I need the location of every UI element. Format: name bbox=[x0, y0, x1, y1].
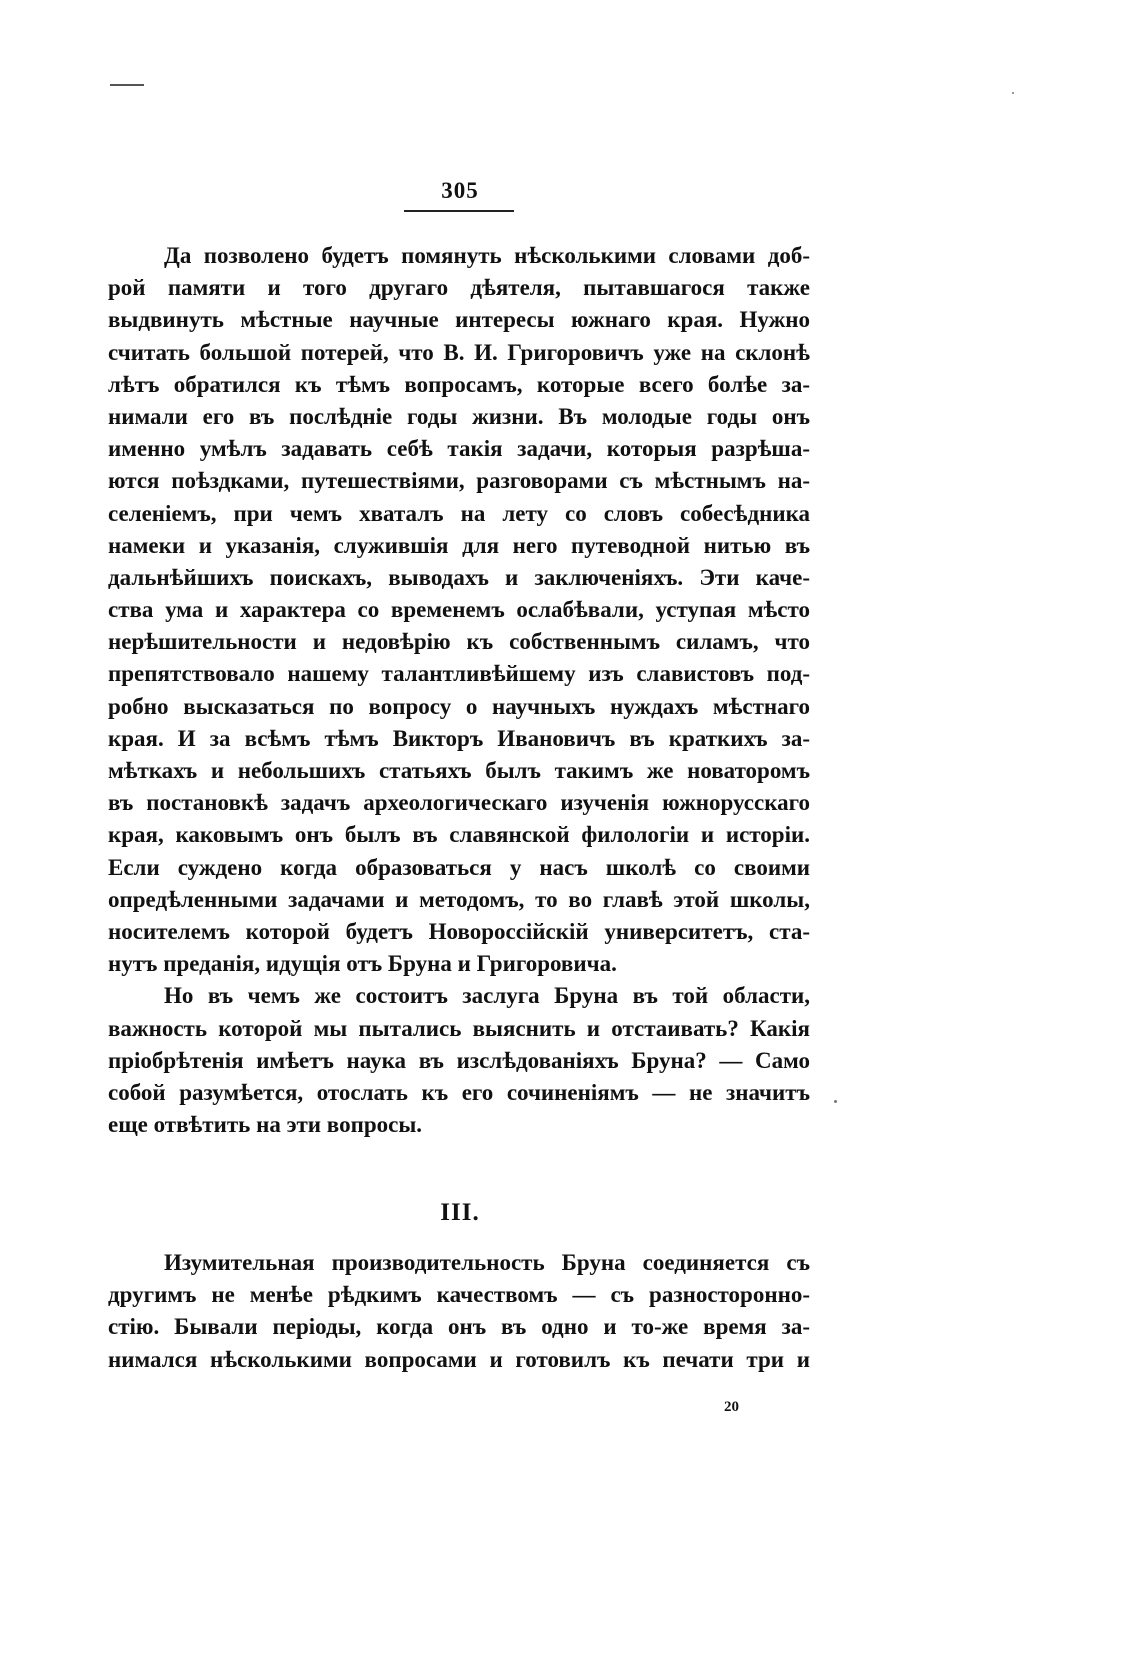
text-line: Но въ чемъ же состоитъ заслуга Бруна въ той области, bbox=[164, 983, 810, 1009]
text-line: нимали его въ послѣдніе годы жизни. Въ молодые годы онъ bbox=[108, 403, 810, 429]
text-line: Изумительная производительность Бруна соединяется съ bbox=[164, 1250, 810, 1275]
text-line: важность которой мы пытались выяснить и отстаивать? Какія bbox=[108, 1015, 810, 1041]
text-line: препятствовало нашему талантливѣйшему изъ славистовъ под- bbox=[108, 661, 810, 687]
text-line: въ постановкѣ задачъ археологическаго изученія южнорусскаго bbox=[108, 790, 810, 816]
paragraph-3 bbox=[108, 1247, 810, 1376]
text-line: робно высказаться по вопросу о научныхъ нуждахъ мѣстнаго bbox=[108, 693, 810, 719]
text-line: опредѣленными задачами и методомъ, то во главѣ этой школы, bbox=[108, 886, 810, 912]
section-heading: III. bbox=[440, 1199, 480, 1226]
text-line: ются поѣздками, путешествіями, разговорами съ мѣстнымъ на- bbox=[108, 468, 810, 494]
text-line: ства ума и характера со временемъ ослабѣвали, уступая мѣсто bbox=[108, 597, 810, 623]
text-line: собой разумѣется, отослать къ его сочиненіямъ — не значитъ bbox=[108, 1079, 810, 1105]
text-line: Да позволено будетъ помянуть нѣсколькими словами доб- bbox=[164, 243, 810, 268]
text-line: лѣтъ обратился къ тѣмъ вопросамъ, которые всего болѣе за- bbox=[108, 371, 810, 397]
text-line: выдвинуть мѣстные научные интересы южнаго края. Нужно bbox=[108, 307, 810, 333]
body-text-top bbox=[108, 240, 810, 1141]
text-line: нутъ преданія, идущія отъ Бруна и Григоровича. bbox=[108, 951, 617, 977]
text-line: намеки и указанія, служившія для него путеводной нитью въ bbox=[108, 532, 810, 558]
print-speck bbox=[1012, 92, 1014, 94]
text-line: мѣткахъ и небольшихъ статьяхъ былъ такимъ же новаторомъ bbox=[108, 758, 810, 783]
page-number: 305 bbox=[441, 178, 479, 203]
text-line: именно умѣлъ задавать себѣ такія задачи, которыя разрѣша- bbox=[108, 436, 810, 462]
text-line: стію. Бывали періоды, когда онъ въ одно и то-же время за- bbox=[108, 1314, 810, 1340]
text-line: края, каковымъ онъ былъ въ славянской филологіи и исторіи. bbox=[108, 822, 810, 848]
text-line: другимъ не менѣе рѣдкимъ качествомъ — съ разносторонно- bbox=[108, 1282, 810, 1308]
print-speck bbox=[834, 1100, 837, 1103]
text-line: Если суждено когда образоваться у насъ школѣ со своими bbox=[108, 854, 810, 880]
body-text-bottom bbox=[108, 1247, 810, 1376]
corner-rule bbox=[110, 84, 144, 86]
text-line: дальнѣйшихъ поискахъ, выводахъ и заключеніяхъ. Эти каче- bbox=[108, 564, 810, 590]
text-line: края. И за всѣмъ тѣмъ Викторъ Ивановичъ въ краткихъ за- bbox=[108, 725, 810, 751]
text-line: селеніемъ, при чемъ хваталъ на лету со словъ собесѣдника bbox=[108, 500, 810, 526]
printer-signature-mark: 20 bbox=[724, 1399, 739, 1415]
text-line: рой памяти и того другаго дѣятеля, пытавшагося также bbox=[108, 275, 810, 301]
paragraph-2 bbox=[108, 980, 810, 1141]
paragraph-1 bbox=[108, 240, 810, 980]
text-line: нерѣшительности и недовѣрію къ собственнымъ силамъ, что bbox=[108, 629, 810, 655]
page-number-underline bbox=[404, 210, 514, 212]
text-line: считать большой потерей, что В. И. Григоровичъ уже на склонѣ bbox=[108, 339, 810, 365]
text-line: носителемъ которой будетъ Новороссійскій университетъ, ста- bbox=[108, 918, 810, 944]
text-line: пріобрѣтенія имѣетъ наука въ изслѣдованіяхъ Бруна? — Само bbox=[108, 1047, 810, 1073]
text-line: нимался нѣсколькими вопросами и готовилъ къ печати три и bbox=[108, 1346, 810, 1372]
text-line: еще отвѣтить на эти вопросы. bbox=[108, 1112, 423, 1138]
